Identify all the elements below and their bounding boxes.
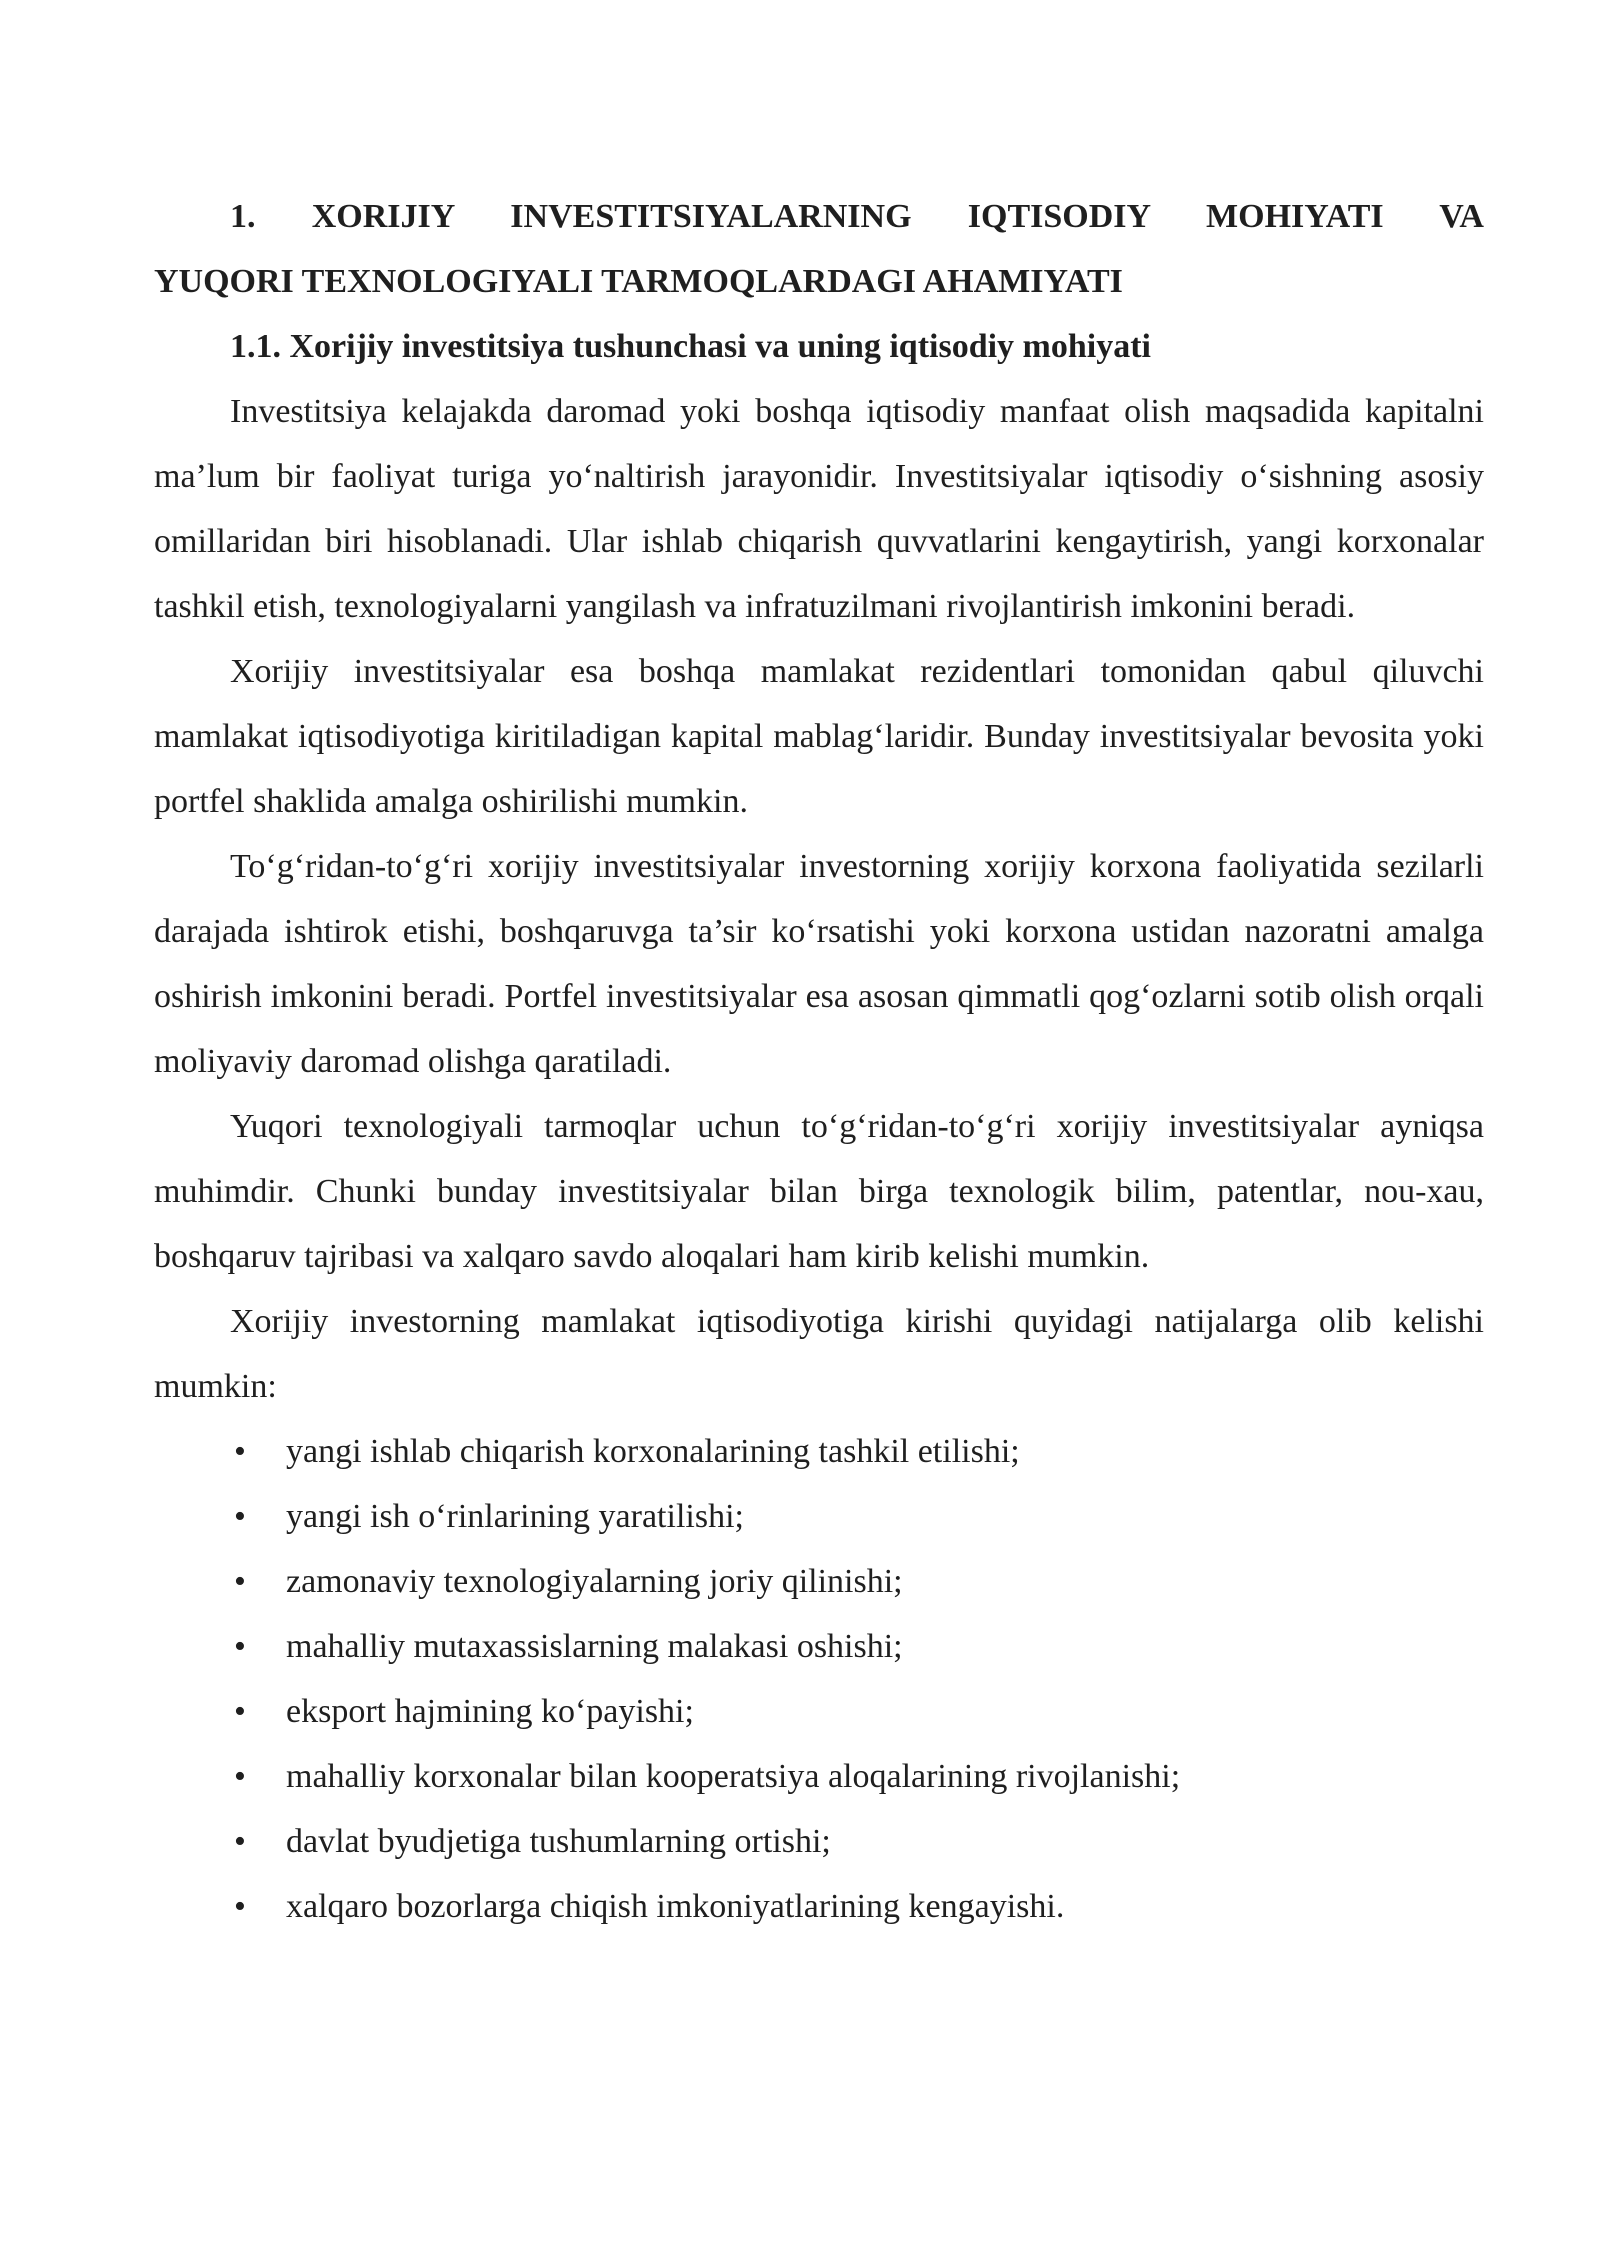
bullet-icon: • [234, 1693, 246, 1730]
bullet-icon: • [234, 1628, 246, 1665]
list-item [154, 1484, 1484, 1549]
list-item [154, 1419, 1484, 1484]
list-item [154, 1549, 1484, 1614]
list-item-text: davlat byudjetiga tushumlarning ortishi; [286, 1823, 831, 1860]
paragraph-3: To‘g‘ridan-to‘g‘ri xorijiy investitsiyalar investorning xorijiy korxona faoliyatida sezilarli darajada ishtirok etishi, boshqaruvga ta’sir ko‘rsatishi yoki korxona ustidan nazoratni amalga oshirish imkonini beradi. Portfel investitsiyalar esa asosan qimmatli qog‘ozlarni sotib olish orqali moliyaviy daromad olishga qaratiladi. [154, 848, 1484, 1080]
list-item-text: xalqaro bozorlarga chiqish imkoniyatlarining kengayishi. [286, 1888, 1065, 1925]
bullet-icon: • [234, 1823, 246, 1860]
list-item [154, 1874, 1484, 1939]
bullet-icon: • [234, 1563, 246, 1600]
paragraph-1: Investitsiya kelajakda daromad yoki boshqa iqtisodiy manfaat olish maqsadida kapitalni ma’lum bir faoliyat turiga yo‘naltirish jarayonidir. Investitsiyalar iqtisodiy o‘sishning asosiy omillaridan biri hisoblanadi. Ular ishlab chiqarish quvvatlarini kengaytirish, yangi korxonalar tashkil etish, texnologiyalarni yangilash va infratuzilmani rivojlantirish imkonini beradi. [154, 393, 1484, 625]
chapter-heading-line-2: YUQORI TEXNOLOGIYALI TARMOQLARDAGI AHAMIYATI [154, 263, 1123, 300]
list-item-text: mahalliy korxonalar bilan kooperatsiya aloqalarining rivojlanishi; [286, 1758, 1181, 1795]
bullet-icon: • [234, 1498, 246, 1535]
bullet-icon: • [234, 1433, 246, 1470]
bullet-icon: • [234, 1888, 246, 1925]
section-subheading: 1.1. Xorijiy investitsiya tushunchasi va uning iqtisodiy mohiyati [230, 328, 1152, 365]
list-item [154, 1744, 1484, 1809]
bullet-icon: • [234, 1758, 246, 1795]
paragraph-5: Xorijiy investorning mamlakat iqtisodiyotiga kirishi quyidagi natijalarga olib kelishi mumkin: [154, 1303, 1484, 1405]
paragraph-4: Yuqori texnologiyali tarmoqlar uchun to‘g‘ridan-to‘g‘ri xorijiy investitsiyalar ayniqsa muhimdir. Chunki bunday investitsiyalar bilan birga texnologik bilim, patentlar, nou-xau, boshqaruv tajribasi va xalqaro savdo aloqalari ham kirib kelishi mumkin. [154, 1108, 1484, 1275]
list-item [154, 1679, 1484, 1744]
list-item-text: eksport hajmining ko‘payishi; [286, 1693, 694, 1730]
list-item-text: zamonaviy texnologiyalarning joriy qilinishi; [286, 1563, 903, 1600]
list-item-text: yangi ishlab chiqarish korxonalarining tashkil etilishi; [286, 1433, 1020, 1470]
list-item-text: mahalliy mutaxassislarning malakasi oshishi; [286, 1628, 903, 1665]
list-item-text: yangi ish o‘rinlarining yaratilishi; [286, 1498, 744, 1535]
results-bullet-list [154, 1419, 1484, 1939]
document-page [154, 184, 1484, 1939]
list-item [154, 1614, 1484, 1679]
paragraph-2: Xorijiy investitsiyalar esa boshqa mamlakat rezidentlari tomonidan qabul qiluvchi mamlakat iqtisodiyotiga kiritiladigan kapital mablag‘laridir. Bunday investitsiyalar bevosita yoki portfel shaklida amalga oshirilishi mumkin. [154, 653, 1484, 820]
list-item [154, 1809, 1484, 1874]
chapter-heading-line-1: 1. XORIJIY INVESTITSIYALARNING IQTISODIY MOHIYATI VA [230, 198, 1484, 235]
